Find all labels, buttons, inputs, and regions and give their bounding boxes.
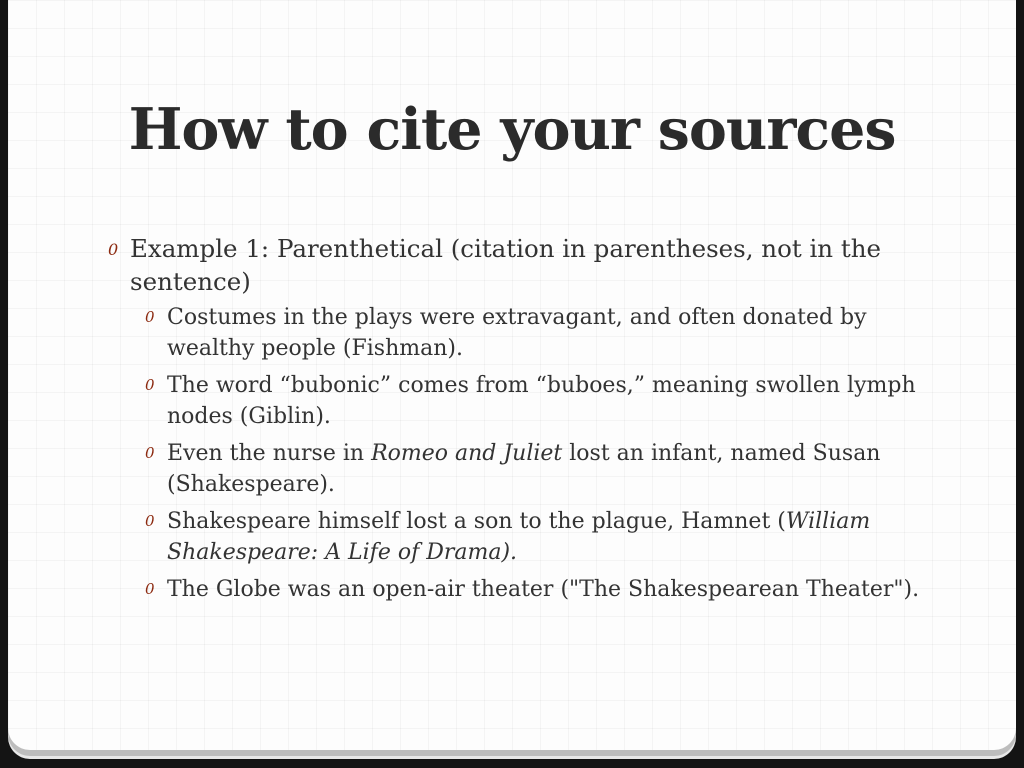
example-bullet (141, 370, 934, 432)
main-point-text: Example 1: Parenthetical (citation in parentheses, not in the sentence) (130, 234, 881, 296)
slide (8, 0, 1016, 750)
example-italic-title: Romeo and Juliet (371, 441, 563, 466)
example-italic-title: William Shakespeare: A Life of Drama). (167, 509, 871, 565)
slide-body (104, 232, 934, 611)
bullet-icon: 0 (145, 512, 155, 530)
example-text: Even the nurse in (167, 441, 372, 466)
bullet-icon: 0 (145, 444, 155, 462)
example-text: Costumes in the plays were extravagant, and often donated by wealthy people (Fishman). (167, 305, 867, 361)
bullet-icon: 0 (145, 308, 155, 326)
slide-title: How to cite your sources (128, 96, 896, 163)
example-text: Shakespeare himself lost a son to the plague, Hamnet ( (167, 509, 786, 534)
bullet-level-1 (104, 232, 934, 298)
example-text: The Globe was an open-air theater ("The Shakespearean Theater"). (167, 577, 920, 602)
example-bullet (141, 574, 934, 605)
example-text-after: lost an infant, named Susan (Shakespeare). (167, 441, 881, 497)
bullet-icon: 0 (108, 240, 119, 259)
example-bullet (141, 302, 934, 364)
bullet-icon: 0 (145, 580, 155, 598)
example-bullet (141, 438, 934, 500)
bullet-icon: 0 (145, 376, 155, 394)
example-text: The word “bubonic” comes from “buboes,” meaning swollen lymph nodes (Giblin). (167, 373, 916, 429)
example-bullet (141, 506, 934, 568)
